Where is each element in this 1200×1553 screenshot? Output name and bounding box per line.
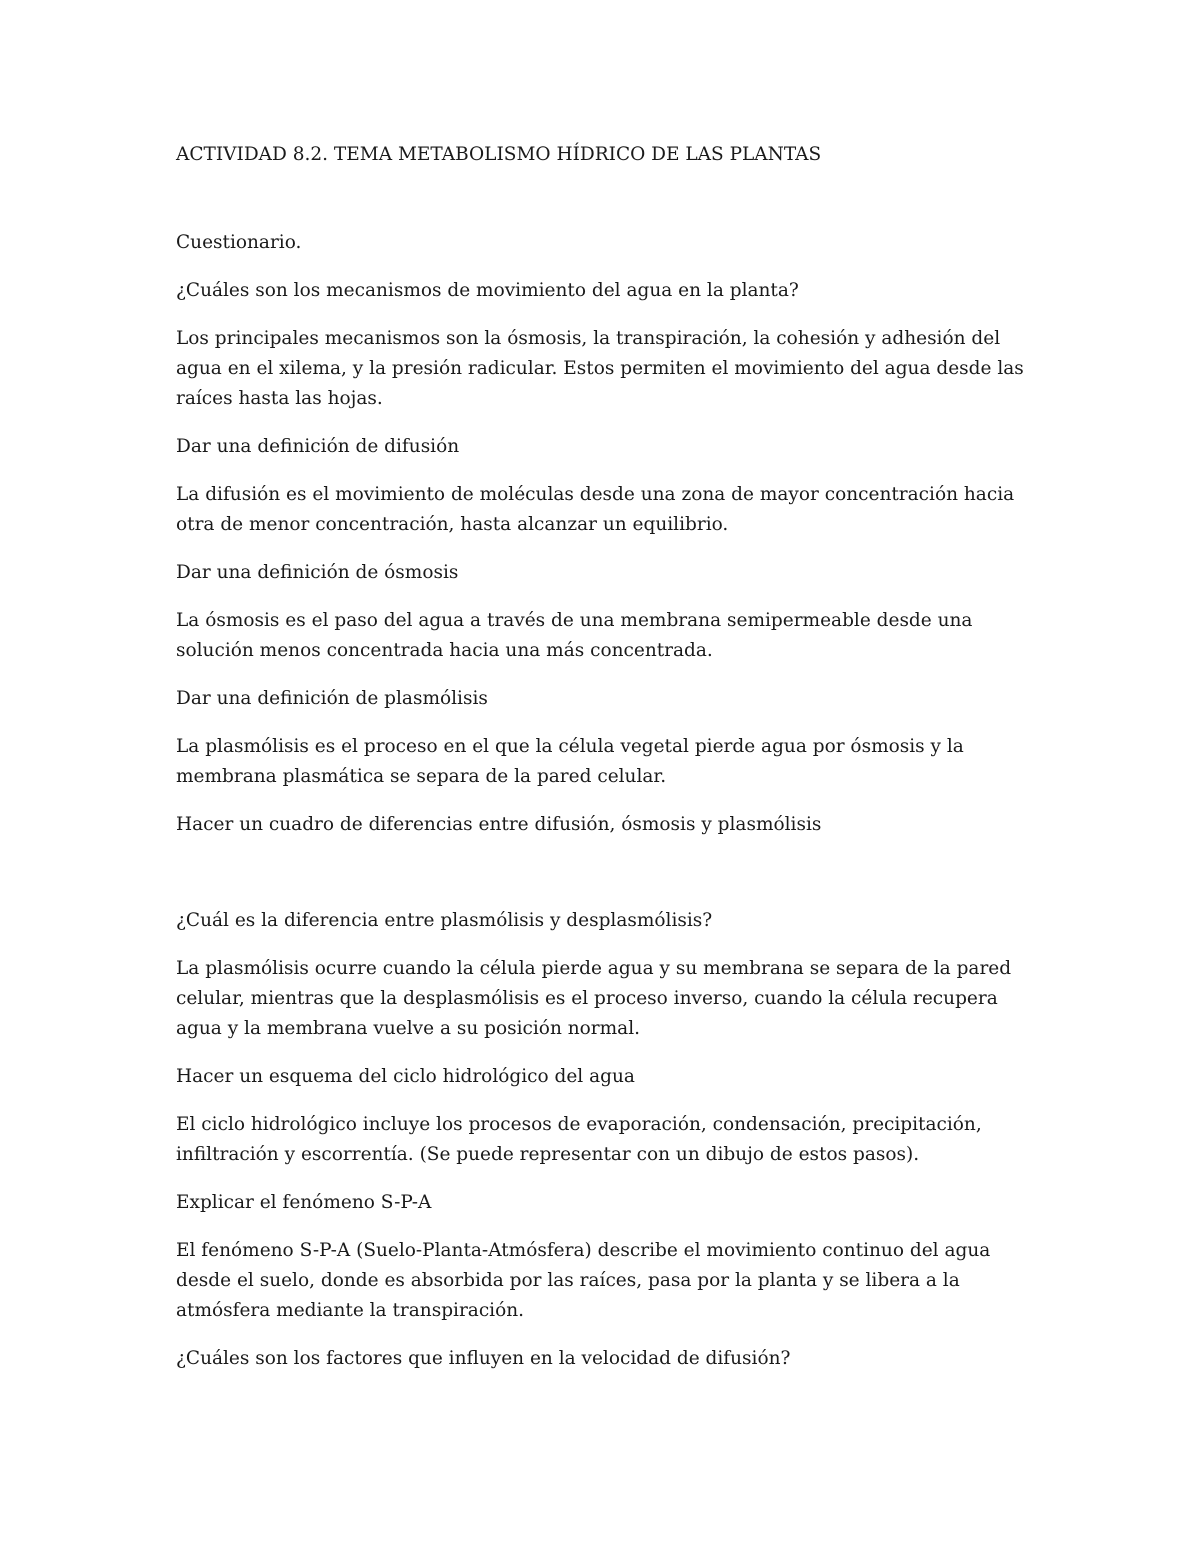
answer-8: El fenómeno S-P-A (Suelo-Planta-Atmósfera) describe el movimiento continuo del agua desde el suelo, donde es absorbida por las raíces, pasa por la planta y se libera a la atmósfera mediante la transpiración.	[176, 1240, 991, 1321]
question-7: Hacer un esquema del ciclo hidrológico del agua	[176, 1066, 635, 1087]
question-4: Dar una definición de plasmólisis	[176, 688, 488, 709]
document-title: ACTIVIDAD 8.2. TEMA METABOLISMO HÍDRICO DE LAS PLANTAS	[176, 144, 822, 165]
question-8: Explicar el fenómeno S-P-A	[176, 1192, 432, 1213]
document-body	[176, 140, 1036, 1392]
answer-4: La plasmólisis es el proceso en el que la célula vegetal pierde agua por ósmosis y la membrana plasmática se separa de la pared celular.	[176, 736, 964, 787]
question-2: Dar una definición de difusión	[176, 436, 460, 457]
answer-7: El ciclo hidrológico incluye los procesos de evaporación, condensación, precipitación, infiltración y escorrentía. (Se puede representar con un dibujo de estos pasos).	[176, 1114, 982, 1165]
question-1: ¿Cuáles son los mecanismos de movimiento del agua en la planta?	[176, 280, 799, 301]
answer-6: La plasmólisis ocurre cuando la célula pierde agua y su membrana se separa de la pared celular, mientras que la desplasmólisis es el proceso inverso, cuando la célula recupera agua y la membrana vuelve a su posición normal.	[176, 958, 1012, 1039]
question-5: Hacer un cuadro de diferencias entre difusión, ósmosis y plasmólisis	[176, 814, 822, 835]
answer-2: La difusión es el movimiento de moléculas desde una zona de mayor concentración hacia otra de menor concentración, hasta alcanzar un equilibrio.	[176, 484, 1015, 535]
question-3: Dar una definición de ósmosis	[176, 562, 459, 583]
answer-1: Los principales mecanismos son la ósmosis, la transpiración, la cohesión y adhesión del agua en el xilema, y la presión radicular. Estos permiten el movimiento del agua desde las raíces hasta las hojas.	[176, 328, 1024, 409]
section-label: Cuestionario.	[176, 232, 302, 253]
answer-3: La ósmosis es el paso del agua a través de una membrana semipermeable desde una solución menos concentrada hacia una más concentrada.	[176, 610, 973, 661]
blank-space	[176, 858, 1036, 906]
question-6: ¿Cuál es la diferencia entre plasmólisis y desplasmólisis?	[176, 910, 713, 931]
question-9: ¿Cuáles son los factores que influyen en la velocidad de difusión?	[176, 1348, 791, 1369]
